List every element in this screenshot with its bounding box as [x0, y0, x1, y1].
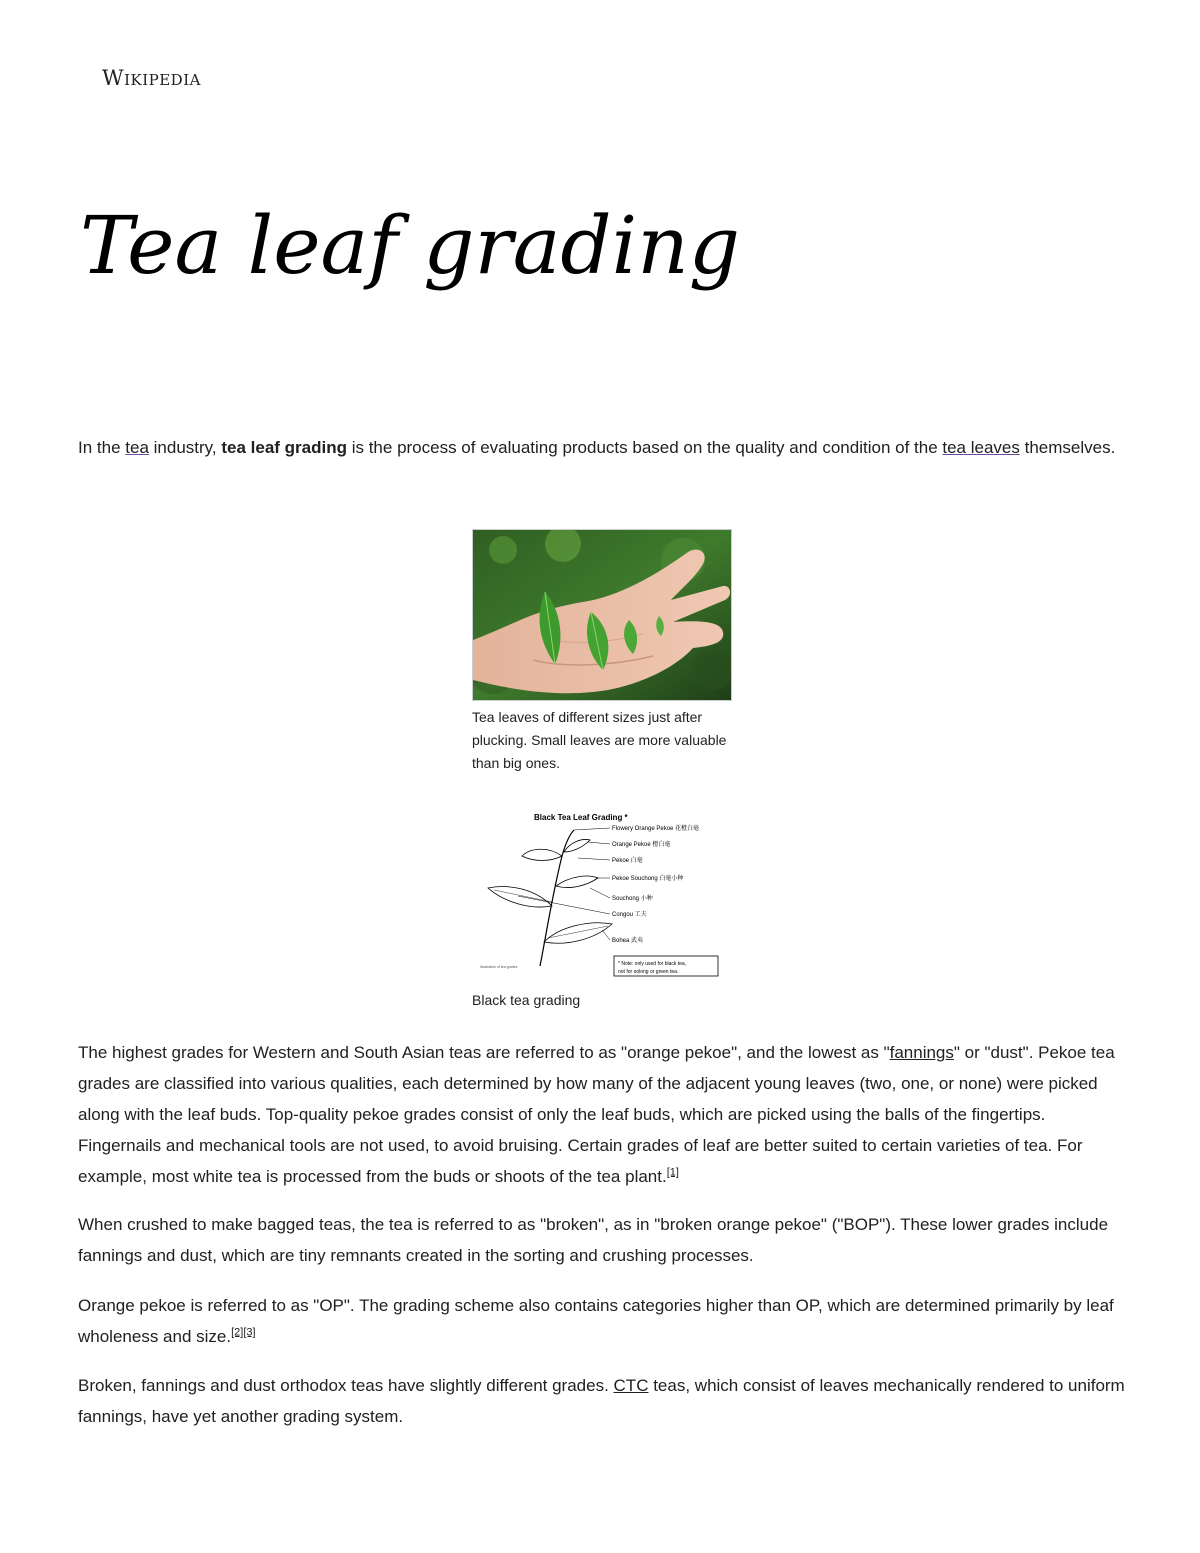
paragraph-broken [78, 1209, 1128, 1271]
paragraph-text: Orange pekoe is referred to as "OP". The grading scheme also contains categories higher than OP, which are determined primarily by leaf wholeness and size. [78, 1296, 1114, 1346]
grade-label: Orange Pekoe 橙白毫 [612, 842, 671, 848]
tea-link[interactable]: tea [125, 438, 149, 457]
citation-link[interactable]: [2] [231, 1326, 244, 1339]
paragraph-text: " or "dust". Pekoe tea grades are classified into various qualities, each determined by how many of the adjacent young leaves (two, one, or none) were picked along with the leaf buds. Top-quality pekoe grades consist of only the leaf buds, which are picked using the balls of the fingertips. Fingernails and mechanical tools are not used, to avoid bruising. Certain grades of leaf are better suited to certain varieties of tea. For example, most white tea is processed from the buds or shoots of the tea plant. [78, 1043, 1115, 1186]
paragraph-text: The highest grades for Western and South Asian teas are referred to as "orange pekoe", and the lowest as " [78, 1043, 890, 1062]
grade-label: Pekoe Souchong 白毫小种 [612, 876, 684, 882]
tea-leaves-link[interactable]: tea leaves [942, 438, 1020, 457]
figure-caption: Black tea grading [472, 992, 581, 1008]
paragraph-text: Broken, fannings and dust orthodox teas have slightly different grades. [78, 1376, 614, 1395]
intro-paragraph [78, 432, 1128, 463]
paragraph-orange-pekoe [78, 1290, 1128, 1352]
tea-leaves-photo-image [473, 530, 731, 700]
black-tea-grading-diagram[interactable] [478, 806, 722, 982]
grade-label: Bohea 武夷 [612, 938, 644, 944]
paragraph-text: When crushed to make bagged teas, the tea is referred to as "broken", as in "broken orange pekoe" ("BOP"). These lower grades include fannings and dust, which are tiny remnants created in the sorting and crushing processes. [78, 1215, 1109, 1265]
paragraph-grades [78, 1037, 1128, 1192]
paragraph-text: teas, which consist of leaves mechanically rendered to uniform fannings, have yet another grading system. [78, 1376, 1125, 1426]
grade-label: Pekoe 白毫 [612, 858, 643, 864]
grade-label: Congou 工夫 [612, 912, 647, 918]
figure-caption: Tea leaves of different sizes just after plucking. Small leaves are more valuable than big ones. [472, 709, 727, 771]
grading-illustration [478, 806, 722, 982]
intro-text: themselves. [1019, 438, 1116, 457]
wikipedia-logo[interactable]: Wikipedia [102, 66, 201, 90]
diagram-title: Black Tea Leaf Grading * [534, 813, 628, 822]
diagram-credit: Illustration of tea grades [480, 965, 518, 969]
paragraph-ctc [78, 1370, 1128, 1432]
intro-text: industry, [148, 438, 222, 457]
tea-leaves-photo[interactable] [472, 529, 732, 701]
page-title: Tea leaf grading [80, 199, 740, 292]
fannings-link[interactable]: fannings [889, 1043, 954, 1062]
citation-link[interactable]: [1] [666, 1166, 679, 1179]
intro-text: In the [78, 438, 126, 457]
intro-text: is the process of evaluating products based on the quality and condition of the [346, 438, 943, 457]
ctc-link[interactable]: CTC [613, 1376, 649, 1395]
diagram-note: not for oolong or green tea. [618, 969, 679, 975]
bold-term: tea leaf grading [221, 438, 347, 457]
grade-label: Flowery Orange Pekoe 花橙白毫 [612, 826, 700, 832]
diagram-note: * Note: only used for black tea, [618, 961, 687, 967]
grade-label: Souchong 小种 [612, 896, 653, 902]
citation-link[interactable]: [3] [243, 1326, 256, 1339]
